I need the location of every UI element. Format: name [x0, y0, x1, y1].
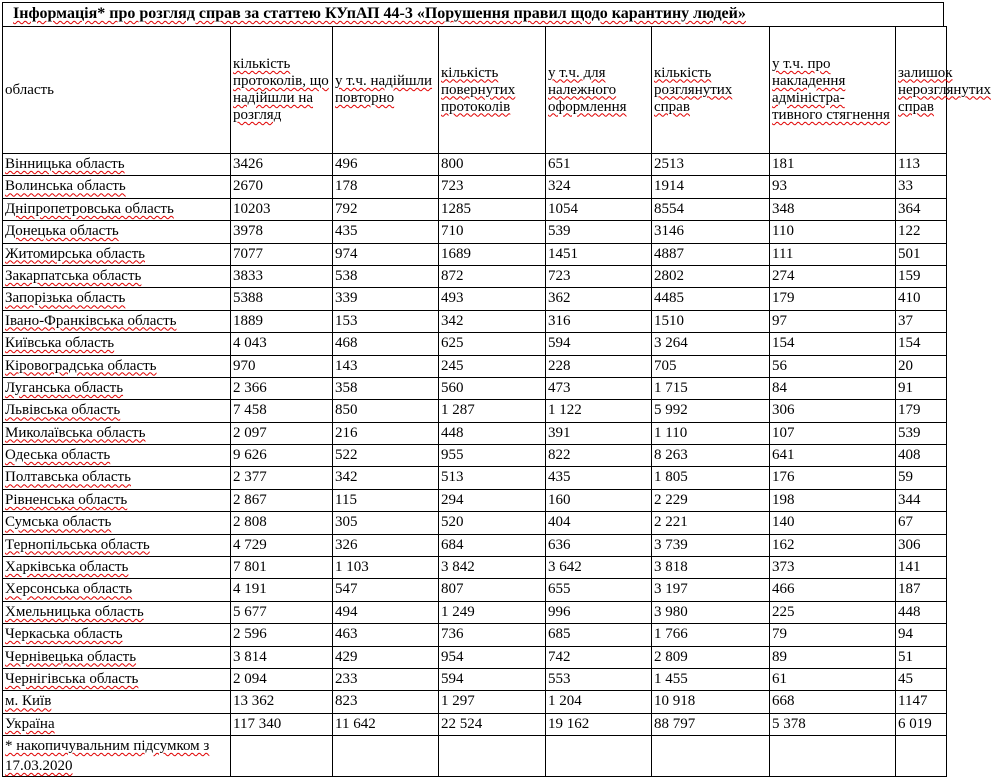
header-cell-received: кількість протоколів, що надійшли на розгляд	[231, 27, 333, 154]
returned-cell: 955	[439, 445, 546, 467]
considered-cell: 8554	[652, 198, 770, 220]
table-row	[3, 646, 947, 668]
for-registration-cell: 324	[546, 176, 652, 198]
received-cell: 2 867	[231, 489, 333, 511]
resubmitted-cell: 342	[333, 467, 439, 489]
table-row	[3, 221, 947, 243]
penalty-cell: 373	[770, 557, 896, 579]
table-row	[3, 579, 947, 601]
penalty-cell: 89	[770, 646, 896, 668]
for-registration-cell: 316	[546, 310, 652, 332]
returned-cell: 872	[439, 265, 546, 287]
resubmitted-cell: 305	[333, 512, 439, 534]
for-registration-cell: 685	[546, 624, 652, 646]
table-row	[3, 601, 947, 623]
for-registration-cell: 362	[546, 288, 652, 310]
penalty-cell: 154	[770, 333, 896, 355]
region-cell: Запорізька область	[3, 288, 231, 310]
for-registration-cell: 636	[546, 534, 652, 556]
received-cell: 4 043	[231, 333, 333, 355]
received-cell: 2 094	[231, 668, 333, 690]
region-cell: Житомирська область	[3, 243, 231, 265]
resubmitted-cell: 823	[333, 691, 439, 713]
resubmitted-cell: 339	[333, 288, 439, 310]
received-cell: 13 362	[231, 691, 333, 713]
considered-cell: 2 221	[652, 512, 770, 534]
penalty-cell: 97	[770, 310, 896, 332]
empty-cell	[896, 736, 947, 777]
penalty-cell: 56	[770, 355, 896, 377]
resubmitted-cell: 538	[333, 265, 439, 287]
penalty-cell: 111	[770, 243, 896, 265]
considered-cell: 3146	[652, 221, 770, 243]
considered-cell: 1510	[652, 310, 770, 332]
considered-cell: 3 264	[652, 333, 770, 355]
table-row	[3, 265, 947, 287]
table-row	[3, 198, 947, 220]
resubmitted-cell: 468	[333, 333, 439, 355]
for-registration-cell: 228	[546, 355, 652, 377]
remaining-cell: 33	[896, 176, 947, 198]
considered-cell: 1914	[652, 176, 770, 198]
remaining-cell: 410	[896, 288, 947, 310]
remaining-cell: 179	[896, 400, 947, 422]
remaining-cell: 94	[896, 624, 947, 646]
remaining-cell: 20	[896, 355, 947, 377]
region-cell: Луганська область	[3, 377, 231, 399]
region-cell: Волинська область	[3, 176, 231, 198]
for-registration-cell: 651	[546, 154, 652, 176]
returned-cell: 684	[439, 534, 546, 556]
region-cell: Хмельницька область	[3, 601, 231, 623]
returned-cell: 710	[439, 221, 546, 243]
region-cell: Кіровоградська область	[3, 355, 231, 377]
penalty-cell: 274	[770, 265, 896, 287]
empty-cell	[333, 736, 439, 777]
region-cell: Київська область	[3, 333, 231, 355]
region-cell: Дніпропетровська область	[3, 198, 231, 220]
returned-cell: 1 287	[439, 400, 546, 422]
penalty-cell: 179	[770, 288, 896, 310]
penalty-cell: 61	[770, 668, 896, 690]
region-cell: Вінницька область	[3, 154, 231, 176]
returned-cell: 1689	[439, 243, 546, 265]
region-cell: Львівська область	[3, 400, 231, 422]
remaining-cell: 408	[896, 445, 947, 467]
returned-cell: 520	[439, 512, 546, 534]
remaining-cell: 6 019	[896, 713, 947, 735]
received-cell: 7 458	[231, 400, 333, 422]
region-cell: Сумська область	[3, 512, 231, 534]
for-registration-cell: 996	[546, 601, 652, 623]
remaining-cell: 364	[896, 198, 947, 220]
considered-cell: 1 805	[652, 467, 770, 489]
remaining-cell: 51	[896, 646, 947, 668]
received-cell: 3978	[231, 221, 333, 243]
returned-cell: 723	[439, 176, 546, 198]
penalty-cell: 306	[770, 400, 896, 422]
header-cell-considered: кількість розглянутих справ	[652, 27, 770, 154]
received-cell: 3 814	[231, 646, 333, 668]
considered-cell: 1 715	[652, 377, 770, 399]
empty-cell	[652, 736, 770, 777]
for-registration-cell: 473	[546, 377, 652, 399]
region-cell: Одеська область	[3, 445, 231, 467]
resubmitted-cell: 326	[333, 534, 439, 556]
remaining-cell: 67	[896, 512, 947, 534]
received-cell: 5388	[231, 288, 333, 310]
returned-cell: 625	[439, 333, 546, 355]
considered-cell: 2513	[652, 154, 770, 176]
region-cell: Херсонська область	[3, 579, 231, 601]
considered-cell: 3 739	[652, 534, 770, 556]
remaining-cell: 1147	[896, 691, 947, 713]
footnote-row	[3, 736, 947, 777]
received-cell: 9 626	[231, 445, 333, 467]
header-cell-for-proper-registration: у т.ч. для належного оформлення	[546, 27, 652, 154]
region-cell: Україна	[3, 713, 231, 735]
resubmitted-cell: 435	[333, 221, 439, 243]
returned-cell: 560	[439, 377, 546, 399]
received-cell: 970	[231, 355, 333, 377]
table-row	[3, 355, 947, 377]
remaining-cell: 159	[896, 265, 947, 287]
table-row	[3, 154, 947, 176]
resubmitted-cell: 792	[333, 198, 439, 220]
received-cell: 117 340	[231, 713, 333, 735]
considered-cell: 3 818	[652, 557, 770, 579]
penalty-cell: 107	[770, 422, 896, 444]
considered-cell: 3 980	[652, 601, 770, 623]
resubmitted-cell: 216	[333, 422, 439, 444]
penalty-cell: 668	[770, 691, 896, 713]
table-row	[3, 512, 947, 534]
returned-cell: 736	[439, 624, 546, 646]
resubmitted-cell: 463	[333, 624, 439, 646]
region-cell: Полтавська область	[3, 467, 231, 489]
penalty-cell: 641	[770, 445, 896, 467]
received-cell: 2 377	[231, 467, 333, 489]
considered-cell: 2 229	[652, 489, 770, 511]
considered-cell: 4485	[652, 288, 770, 310]
resubmitted-cell: 11 642	[333, 713, 439, 735]
received-cell: 4 191	[231, 579, 333, 601]
for-registration-cell: 1 122	[546, 400, 652, 422]
remaining-cell: 501	[896, 243, 947, 265]
remaining-cell: 45	[896, 668, 947, 690]
returned-cell: 954	[439, 646, 546, 668]
remaining-cell: 344	[896, 489, 947, 511]
header-cell-penalty: у т.ч. про накладення адміністра-тивного стягнення	[770, 27, 896, 154]
remaining-cell: 539	[896, 422, 947, 444]
received-cell: 4 729	[231, 534, 333, 556]
for-registration-cell: 553	[546, 668, 652, 690]
received-cell: 2 366	[231, 377, 333, 399]
received-cell: 3833	[231, 265, 333, 287]
penalty-cell: 5 378	[770, 713, 896, 735]
considered-cell: 88 797	[652, 713, 770, 735]
considered-cell: 10 918	[652, 691, 770, 713]
considered-cell: 2 809	[652, 646, 770, 668]
resubmitted-cell: 143	[333, 355, 439, 377]
for-registration-cell: 1451	[546, 243, 652, 265]
returned-cell: 3 842	[439, 557, 546, 579]
resubmitted-cell: 358	[333, 377, 439, 399]
penalty-cell: 198	[770, 489, 896, 511]
returned-cell: 493	[439, 288, 546, 310]
region-cell: Донецька область	[3, 221, 231, 243]
for-registration-cell: 391	[546, 422, 652, 444]
region-cell: Чернігівська область	[3, 668, 231, 690]
region-cell: Закарпатська область	[3, 265, 231, 287]
table-row	[3, 310, 947, 332]
table-row	[3, 489, 947, 511]
for-registration-cell: 822	[546, 445, 652, 467]
received-cell: 7077	[231, 243, 333, 265]
table-row	[3, 333, 947, 355]
resubmitted-cell: 494	[333, 601, 439, 623]
returned-cell: 594	[439, 668, 546, 690]
received-cell: 2 097	[231, 422, 333, 444]
table-row	[3, 467, 947, 489]
considered-cell: 1 766	[652, 624, 770, 646]
header-cell-remaining: залишок нерозглянутих справ	[896, 27, 947, 154]
table-body	[3, 27, 991, 777]
resubmitted-cell: 974	[333, 243, 439, 265]
penalty-cell: 93	[770, 176, 896, 198]
resubmitted-cell: 496	[333, 154, 439, 176]
empty-cell	[231, 736, 333, 777]
table-row	[3, 557, 947, 579]
region-cell: Миколаївська область	[3, 422, 231, 444]
penalty-cell: 348	[770, 198, 896, 220]
region-cell: Івано-Франківська область	[3, 310, 231, 332]
remaining-cell: 306	[896, 534, 947, 556]
for-registration-cell: 1 204	[546, 691, 652, 713]
considered-cell: 1 455	[652, 668, 770, 690]
for-registration-cell: 723	[546, 265, 652, 287]
empty-cell	[770, 736, 896, 777]
resubmitted-cell: 850	[333, 400, 439, 422]
remaining-cell: 154	[896, 333, 947, 355]
resubmitted-cell: 547	[333, 579, 439, 601]
considered-cell: 3 197	[652, 579, 770, 601]
returned-cell: 448	[439, 422, 546, 444]
resubmitted-cell: 153	[333, 310, 439, 332]
received-cell: 1889	[231, 310, 333, 332]
considered-cell: 2802	[652, 265, 770, 287]
table-row	[3, 691, 947, 713]
considered-cell: 4887	[652, 243, 770, 265]
resubmitted-cell: 1 103	[333, 557, 439, 579]
for-registration-cell: 655	[546, 579, 652, 601]
remaining-cell: 37	[896, 310, 947, 332]
returned-cell: 22 524	[439, 713, 546, 735]
penalty-cell: 466	[770, 579, 896, 601]
returned-cell: 1285	[439, 198, 546, 220]
returned-cell: 1 297	[439, 691, 546, 713]
remaining-cell: 59	[896, 467, 947, 489]
header-cell-region: область	[3, 27, 231, 154]
penalty-cell: 140	[770, 512, 896, 534]
penalty-cell: 110	[770, 221, 896, 243]
received-cell: 10203	[231, 198, 333, 220]
table-row	[3, 400, 947, 422]
footnote: * накопичувальним підсумком з 17.03.2020	[3, 736, 231, 777]
penalty-cell: 225	[770, 601, 896, 623]
for-registration-cell: 742	[546, 646, 652, 668]
table-row	[3, 377, 947, 399]
returned-cell: 1 249	[439, 601, 546, 623]
header-row	[3, 27, 947, 154]
table-row	[3, 422, 947, 444]
table-row	[3, 713, 947, 735]
region-cell: Рівненська область	[3, 489, 231, 511]
resubmitted-cell: 115	[333, 489, 439, 511]
remaining-cell: 113	[896, 154, 947, 176]
penalty-cell: 79	[770, 624, 896, 646]
table-row	[3, 176, 947, 198]
resubmitted-cell: 522	[333, 445, 439, 467]
penalty-cell: 162	[770, 534, 896, 556]
remaining-cell: 187	[896, 579, 947, 601]
penalty-cell: 176	[770, 467, 896, 489]
empty-cell	[546, 736, 652, 777]
considered-cell: 1 110	[652, 422, 770, 444]
table-row	[3, 445, 947, 467]
considered-cell: 705	[652, 355, 770, 377]
empty-cell	[439, 736, 546, 777]
region-cell: Харківська область	[3, 557, 231, 579]
returned-cell: 245	[439, 355, 546, 377]
table-row	[3, 534, 947, 556]
resubmitted-cell: 178	[333, 176, 439, 198]
returned-cell: 800	[439, 154, 546, 176]
received-cell: 2670	[231, 176, 333, 198]
penalty-cell: 84	[770, 377, 896, 399]
table-title-text: Інформація* про розгляд справ за статтею КУпАП 44-3 «Порушення правил щодо карантину людей»	[13, 5, 746, 22]
remaining-cell: 448	[896, 601, 947, 623]
table-title	[2, 2, 944, 27]
returned-cell: 513	[439, 467, 546, 489]
table-row	[3, 243, 947, 265]
table-row	[3, 668, 947, 690]
received-cell: 7 801	[231, 557, 333, 579]
remaining-cell: 91	[896, 377, 947, 399]
considered-cell: 5 992	[652, 400, 770, 422]
header-cell-returned: кількість повернутих протоколів	[439, 27, 546, 154]
for-registration-cell: 435	[546, 467, 652, 489]
returned-cell: 342	[439, 310, 546, 332]
returned-cell: 294	[439, 489, 546, 511]
resubmitted-cell: 233	[333, 668, 439, 690]
region-cell: Черкаська область	[3, 624, 231, 646]
header-cell-resubmitted: у т.ч. надійшли повторно	[333, 27, 439, 154]
received-cell: 2 808	[231, 512, 333, 534]
for-registration-cell: 3 642	[546, 557, 652, 579]
received-cell: 3426	[231, 154, 333, 176]
returned-cell: 807	[439, 579, 546, 601]
received-cell: 5 677	[231, 601, 333, 623]
remaining-cell: 122	[896, 221, 947, 243]
table-row	[3, 288, 947, 310]
for-registration-cell: 160	[546, 489, 652, 511]
for-registration-cell: 594	[546, 333, 652, 355]
region-cell: Тернопільська область	[3, 534, 231, 556]
remaining-cell: 141	[896, 557, 947, 579]
for-registration-cell: 539	[546, 221, 652, 243]
received-cell: 2 596	[231, 624, 333, 646]
for-registration-cell: 404	[546, 512, 652, 534]
for-registration-cell: 1054	[546, 198, 652, 220]
penalty-cell: 181	[770, 154, 896, 176]
table-row	[3, 624, 947, 646]
resubmitted-cell: 429	[333, 646, 439, 668]
for-registration-cell: 19 162	[546, 713, 652, 735]
considered-cell: 8 263	[652, 445, 770, 467]
statistics-table	[2, 26, 991, 777]
region-cell: Чернівецька область	[3, 646, 231, 668]
region-cell: м. Київ	[3, 691, 231, 713]
